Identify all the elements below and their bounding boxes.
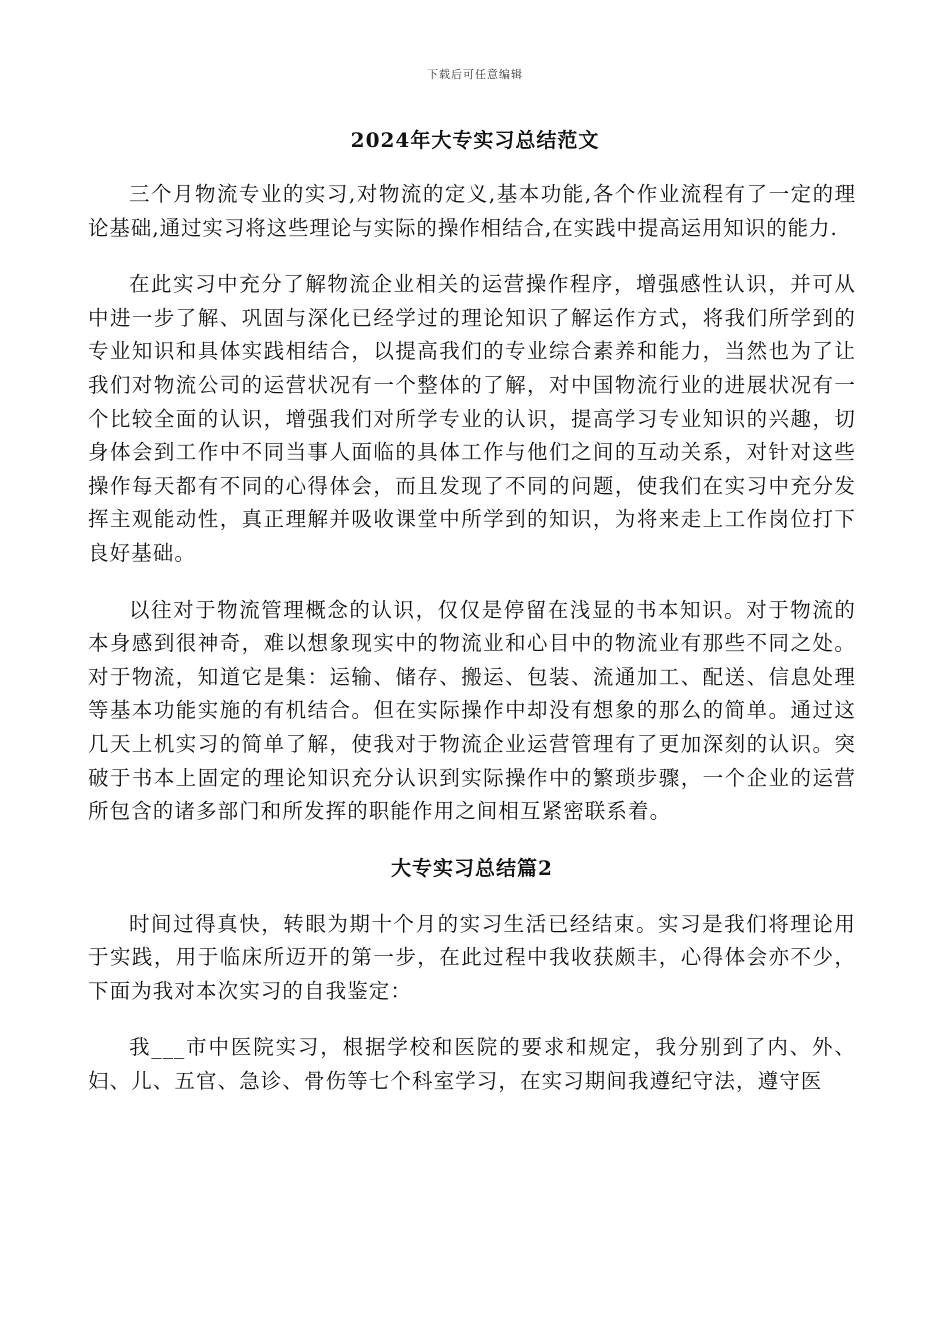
paragraph: 在此实习中充分了解物流企业相关的运营操作程序，增强感性认识，并可从中进一步了解、巩固与深化已经学过的理论知识了解运作方式，将我们所学到的专业知识和具体实践相结合，以提高我们的专业综合素养和能力，当然也为了让我们对物流公司的运营状况有一个整体的了解，对中国物流行业的进展状况有一个比较全面的认识，增强我们对所学专业的认识，提高学习专业知识的兴趣，切身体会到工作中不同当事人面临的具体工作与他们之间的互动关系，对针对这些操作每天都有不同的心得体会，而且发现了不同的问题，使我们在实习中充分发挥主观能动性，真正理解并吸收课堂中所学到的知识，为将来走上工作岗位打下良好基础。 [88,272,856,565]
section-title: 大专实习总结篇2 [391,855,553,880]
paragraph: 三个月物流专业的实习,对物流的定义,基本功能,各个作业流程有了一定的理论基础,通过实习将这些理论与实际的操作相结合,在实践中提高运用知识的能力. [88,182,856,240]
paragraph: 以往对于物流管理概念的认识，仅仅是停留在浅显的书本知识。对于物流的本身感到很神奇，难以想象现实中的物流业和心目中的物流业有那些不同之处。对于物流，知道它是集：运输、储存、搬运、包装、流通加工、配送、信息处理等基本功能实施的有机结合。但在实际操作中却没有想象的那么的简单。通过这几天上机实习的简单了解，使我对于物流企业运营管理有了更加深刻的认识。突破于书本上固定的理论知识充分认识到实际操作中的繁琐步骤，一个企业的运营所包含的诸多部门和所发挥的职能作用之间相互紧密联系着。 [88,597,856,824]
document-body [88,178,856,1122]
paragraph: 我___市中医院实习，根据学校和医院的要求和规定，我分别到了内、外、妇、儿、五官、急诊、骨伤等七个科室学习，在实习期间我遵纪守法，遵守医 [88,1035,856,1094]
header-note: 下载后可任意编辑 [427,68,523,81]
paragraph: 时间过得真快，转眼为期十个月的实习生活已经结束。实习是我们将理论用于实践，用于临床所迈开的第一步，在此过程中我收获颇丰，心得体会亦不少，下面为我对本次实习的自我鉴定： [88,911,856,1003]
document-title: 2024年大专实习总结范文 [350,128,600,152]
